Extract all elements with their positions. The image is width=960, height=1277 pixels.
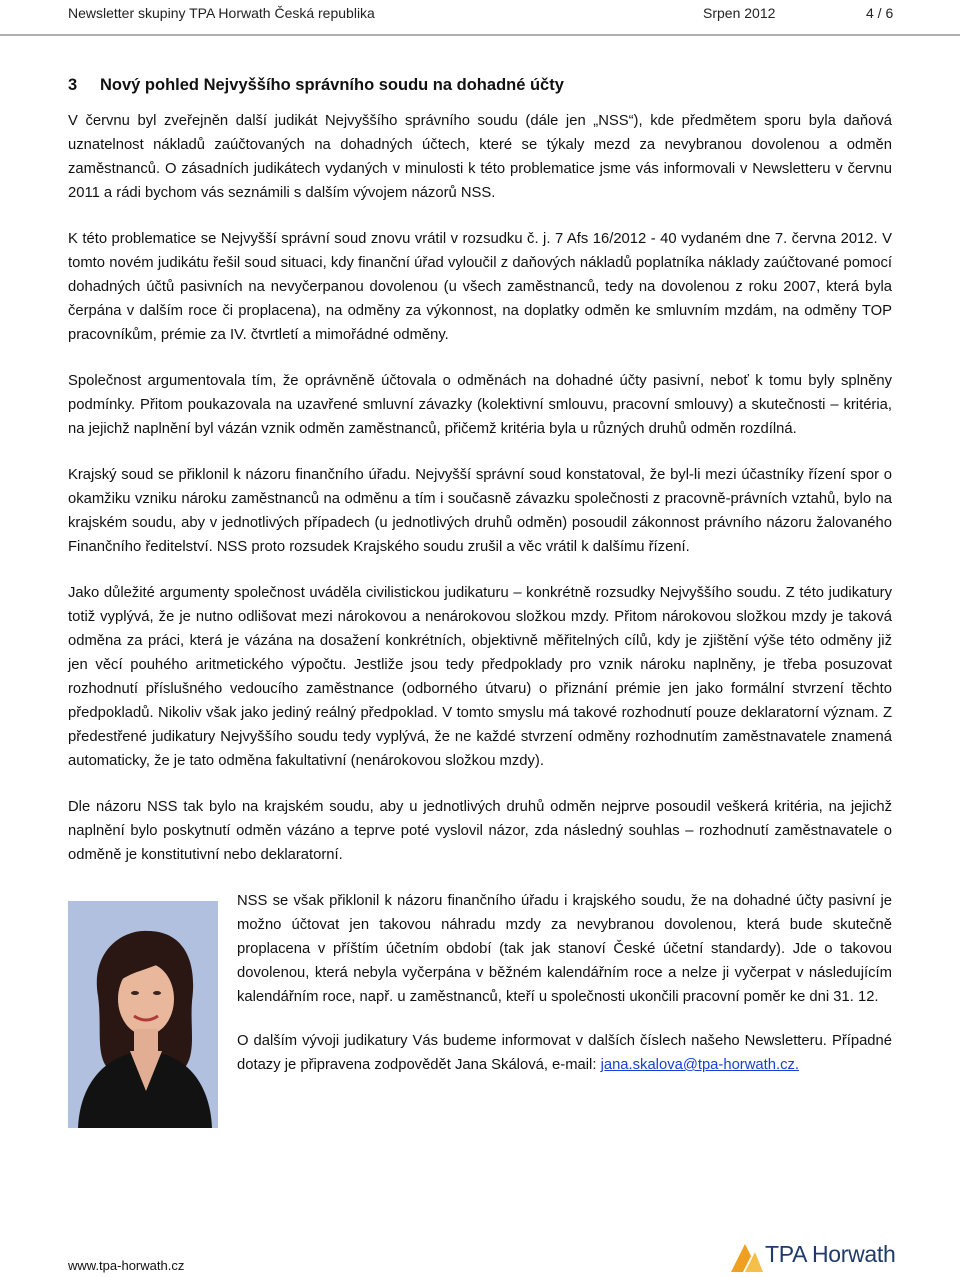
page-number: 4 / 6 — [866, 5, 894, 21]
paragraph: Jako důležité argumenty společnost uváděla civilistickou judikaturu – konkrétně rozsudky Nejvyššího soudu. Z této judikatury totiž vyplývá, že je nutno odlišovat mezi nárokovou a nenárokovou složkou mzdy. Přitom nárokovou složkou mzdy je taková odměna za práci, která je vázána na dosažení konkrétních, objektivně měřitelných cílů, kdy je zjištění výše této odměny již jen věcí pouhého aritmetického výpočtu. Jestliže jsou tedy předpoklady pro vznik nároku naplněny, je třeba posuzovat rozhodnutí příslušného vedoucího zaměstnance (odborného útvaru) o přiznání prémie jen jako formální stvrzení těchto předpokladů. Nikoliv však jako jediný reálný předpoklad. V tomto smyslu má takové rozhodnutí pouze deklaratorní význam. Z předestřené judikatury Nejvyššího soudu tedy vyplývá, že ne každé stvrzení odměny rozhodnutím zaměstnavatele znamená automaticky, že je tato odměna fakultativní (nenárokovou složkou mzdy). — [68, 585, 892, 769]
newsletter-title: Newsletter skupiny TPA Horwath Česká republika — [68, 5, 375, 21]
paragraph: K této problematice se Nejvyšší správní soud znovu vrátil v rozsudku č. j. 7 Afs 16/2012 - 40 vydaném dne 7. června 2012. V tomto novém judikátu řešil soud situaci, kdy finanční úřad vyloučil z daňových nákladů poplatníka náklady zaúčtované pomocí dohadných účtů pasivních na nevyčerpanou dovolenou (u všech zaměstnanců, tedy na dovolenou z roku 2007, která byla čerpána v dalším roce či proplacena), na odměny za výkonnost, na doplatky odměn ke smluvním mzdám, na odměny TOP pracovníkům, prémie za IV. čtvrtletí a mimořádné odměny. — [68, 231, 892, 343]
contact-text: O dalším vývoji judikatury Vás budeme informovat v dalších číslech našeho Newsletteru. Případné dotazy je připravena zodpovědět Jana Skálová, e-mail: — [237, 1033, 892, 1073]
author-section — [68, 889, 892, 1189]
author-text — [237, 889, 892, 1097]
paragraph: V červnu byl zveřejněn další judikát Nejvyššího správního soudu (dále jen „NSS“), kde předmětem sporu byla daňová uznatelnost nákladů zaúčtovaných na dohadných účtech, které se týkaly mezd za nevybranou dovolenou a odměn zaměstnanců. O zásadních judikátech vydaných v minulosti k této problematice jsme vás informovali v Newsletteru v červnu 2011 a rádi bychom vás seznámili s dalším vývojem názorů NSS. — [68, 113, 892, 201]
paragraph: Společnost argumentovala tím, že oprávněně účtovala o odměnách na dohadné účty pasivní, neboť k tomu byly splněny podmínky. Přitom poukazovala na uzavřené smluvní závazky (kolektivní smlouvu, pracovní smlouvy) a skutečnosti – kritéria, na jejichž naplnění byl vázán vznik odměn zaměstnanců, přičemž kritéria byla u různých druhů odměn rozdílná. — [68, 373, 892, 437]
contact-paragraph — [237, 1029, 892, 1077]
paragraph: Dle názoru NSS tak bylo na krajském soudu, aby u jednotlivých druhů odměn nejprve posoudil veškerá kritéria, na jejichž naplnění bylo poskytnutí odměn vázáno a teprve poté vyslovil názor, zda následný souhlas – rozhodnutí zaměstnavatele o odměně je konstitutivní nebo deklaratorní. — [68, 799, 892, 863]
logo-mark-icon — [727, 1238, 767, 1274]
email-link[interactable]: jana.skalova@tpa-horwath.cz. — [600, 1057, 799, 1073]
portrait-image — [68, 901, 218, 1128]
paragraph: Krajský soud se přiklonil k názoru finančního úřadu. Nejvyšší správní soud konstatoval, že byl-li mezi účastníky řízení spor o okamžiku vzniku nároku zaměstnanců na odměnu a tím i současně závazku společnosti z pracovně-právních vztahů, bylo na krajském soudu, aby v jednotlivých případech (u jednotlivých druhů odměn) posoudil zákonnost právního názoru žalovaného Finančního ředitelství. NSS proto rozsudek Krajského soudu zrušil a věc vrátil k dalšímu řízení. — [68, 467, 892, 555]
article-title: Nový pohled Nejvyššího správního soudu na dohadné účty — [100, 76, 564, 94]
page-header — [0, 0, 960, 36]
issue-date: Srpen 2012 — [703, 5, 776, 21]
tpa-horwath-logo — [727, 1238, 897, 1274]
logo-text: TPA Horwath — [765, 1241, 896, 1267]
article — [68, 76, 892, 1189]
article-heading — [68, 76, 892, 95]
paragraph: NSS se však přiklonil k názoru finančního úřadu i krajského soudu, že na dohadné účty pasivní je možno účtovat jen takovou náhradu mzdy za nevybranou dovolenou, která bude skutečně proplacena v příštím účetním období (tak jak stanoví České účetní standardy). Jde o takovou dovolenou, která nebyla vyčerpána v běžném kalendářním roce a nelze ji vyčerpat v následujícím kalendářním roce, např. u zaměstnanců, kteří u společnosti ukončili pracovní poměr ke dni 31. 12. — [237, 893, 892, 1005]
footer-website[interactable]: www.tpa-horwath.cz — [68, 1258, 185, 1273]
author-photo — [68, 901, 218, 1128]
section-number: 3 — [68, 76, 78, 94]
